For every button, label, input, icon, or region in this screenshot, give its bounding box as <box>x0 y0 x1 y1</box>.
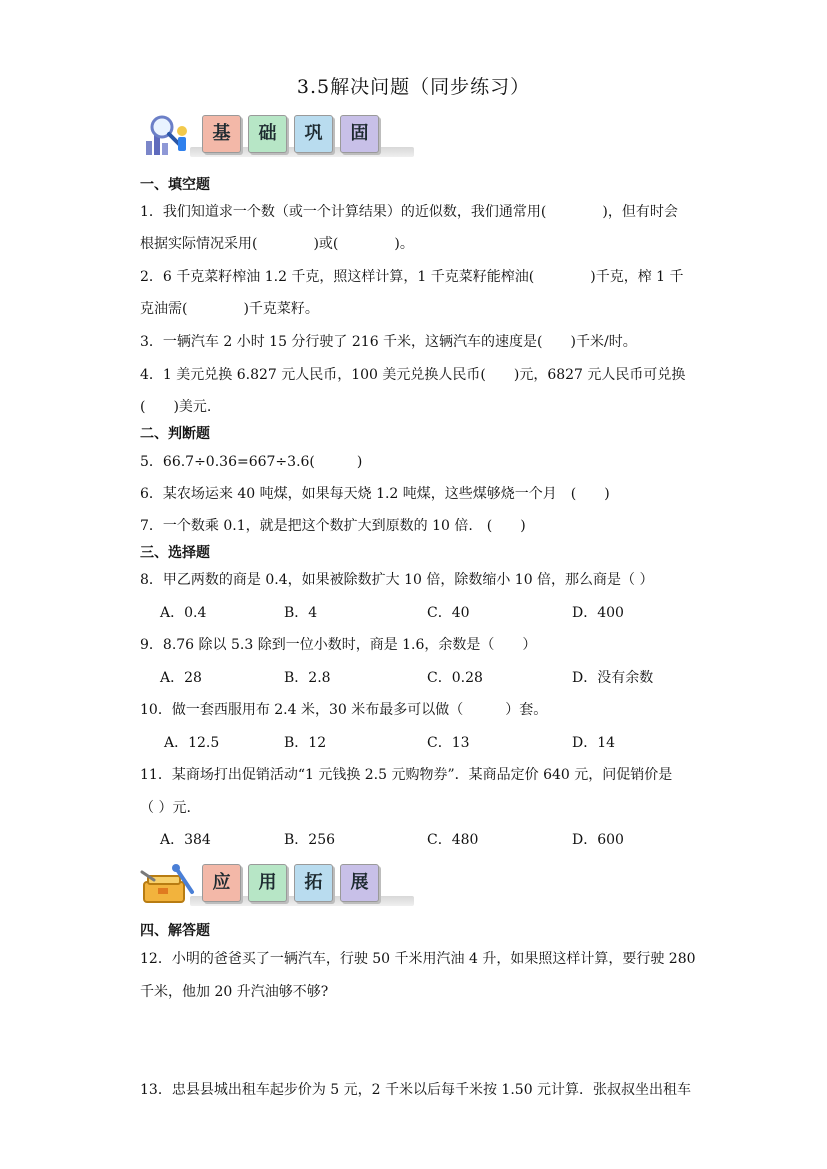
question-1-line-1: 1．我们知道求一个数（或一个计算结果）的近似数，我们通常用( )，但有时会 <box>140 204 678 220</box>
q10-option-a: A．12.5 <box>164 735 220 751</box>
question-11-line-2: （ ）元. <box>140 800 191 816</box>
toolbox-icon <box>138 862 198 908</box>
banner-tile-2: 础 <box>248 115 287 153</box>
question-8: 8．甲乙两数的商是 0.4，如果被除数扩大 10 倍，除数缩小 10 倍，那么商是（ ） <box>140 572 654 588</box>
magnifier-chart-icon <box>138 113 198 159</box>
banner-tile-4: 固 <box>340 115 379 153</box>
question-1-line-2: 根据实际情况采用( )或( )。 <box>140 236 414 252</box>
q11-option-b: B．256 <box>284 832 336 848</box>
question-9: 9．8.76 除以 5.3 除到一位小数时，商是 1.6，余数是（ ） <box>140 637 537 653</box>
question-4-line-2: ( )美元. <box>140 399 212 415</box>
q8-option-c: C．40 <box>427 605 470 621</box>
question-12-line-2: 千米，他加 20 升汽油够不够? <box>140 984 329 1000</box>
question-3: 3．一辆汽车 2 小时 15 分行驶了 216 千米，这辆汽车的速度是( )千米/时。 <box>140 334 637 350</box>
banner2-tile-4: 展 <box>340 864 379 902</box>
question-12-line-1: 12．小明的爸爸买了一辆汽车，行驶 50 千米用汽油 4 升，如果照这样计算，要行驶 280 <box>140 951 696 967</box>
q11-option-d: D．600 <box>572 832 624 848</box>
q11-option-a: A．384 <box>160 832 211 848</box>
q9-option-a: A．28 <box>160 670 202 686</box>
question-7: 7．一个数乘 0.1，就是把这个数扩大到原数的 10 倍. ( ) <box>140 518 526 534</box>
question-10: 10．做一套西服用布 2.4 米，30 米布最多可以做（ ）套。 <box>140 702 548 718</box>
section-heading-fill: 一、填空题 <box>140 177 210 193</box>
banner-tile-3: 巩 <box>294 115 333 153</box>
q9-option-d: D．没有余数 <box>572 670 654 686</box>
section-banner-basic <box>138 113 418 159</box>
banner2-tile-1: 应 <box>202 864 241 902</box>
q8-option-a: A．0.4 <box>160 605 207 621</box>
q8-option-d: D．400 <box>572 605 624 621</box>
q11-option-c: C．480 <box>427 832 479 848</box>
question-4-line-1: 4．1 美元兑换 6.827 元人民币，100 美元兑换人民币( )元，6827 元人民币可兑换 <box>140 367 686 383</box>
section-heading-judge: 二、判断题 <box>140 426 210 442</box>
banner2-tile-3: 拓 <box>294 864 333 902</box>
section-banner-apply <box>138 862 418 908</box>
section-heading-choice: 三、选择题 <box>140 545 210 561</box>
q10-option-d: D．14 <box>572 735 616 751</box>
q10-option-b: B．12 <box>284 735 327 751</box>
q9-option-c: C．0.28 <box>427 670 483 686</box>
question-2-line-2: 克油需( )千克菜籽。 <box>140 301 319 317</box>
question-5: 5．66.7÷0.36=667÷3.6( ) <box>140 454 363 470</box>
question-6: 6．某农场运来 40 吨煤，如果每天烧 1.2 吨煤，这些煤够烧一个月 ( ) <box>140 486 610 502</box>
question-13-line-1: 13．忠县县城出租车起步价为 5 元，2 千米以后每千米按 1.50 元计算．张叔叔坐出租车 <box>140 1082 692 1098</box>
banner2-tile-2: 用 <box>248 864 287 902</box>
question-2-line-1: 2．6 千克菜籽榨油 1.2 千克，照这样计算，1 千克菜籽能榨油( )千克，榨 1 千 <box>140 269 684 285</box>
question-11-line-1: 11．某商场打出促销活动“1 元钱换 2.5 元购物券”．某商品定价 640 元，问促销价是 <box>140 767 673 783</box>
banner-tile-1: 基 <box>202 115 241 153</box>
q10-option-c: C．13 <box>427 735 470 751</box>
q8-option-b: B．4 <box>284 605 318 621</box>
section-heading-solve: 四、解答题 <box>140 923 210 939</box>
page-title: 3.5解决问题（同步练习） <box>296 76 531 98</box>
q9-option-b: B．2.8 <box>284 670 331 686</box>
